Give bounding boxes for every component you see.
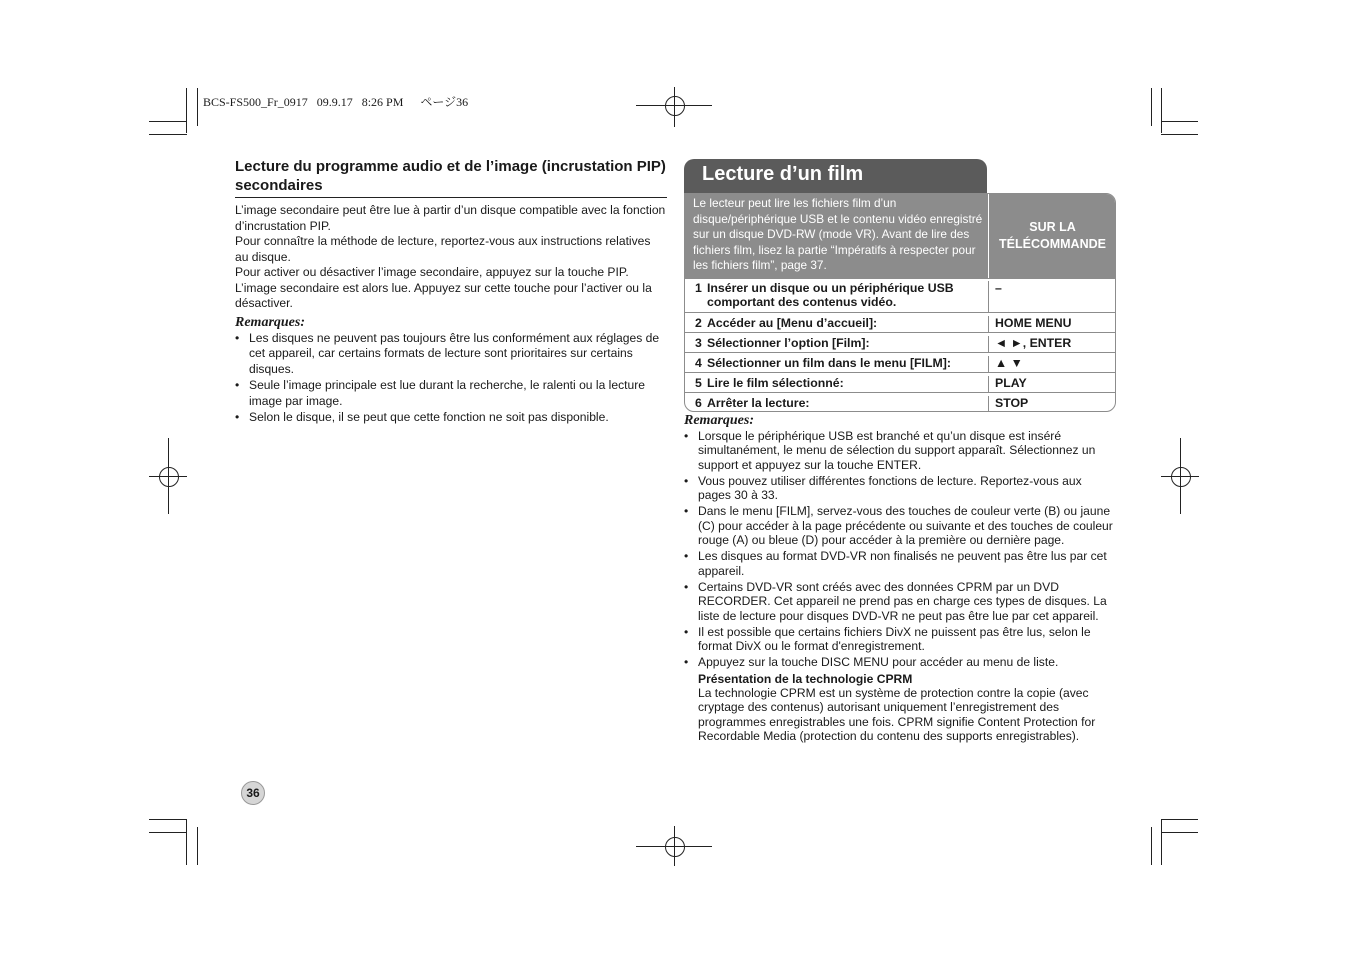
step-description: Insérer un disque ou un périphérique USB comportant des contenus vidéo. [707,281,954,309]
pip-paragraph: L’image secondaire peut être lue à partir d’un disque compatible avec la fonction d’incrustation PIP. [235,203,666,233]
step-key: STOP [988,396,1115,412]
header-date: 09.9.17 [316,95,353,109]
steps-table [685,278,1115,412]
pip-remarks-list [235,331,667,426]
header-file: BCS-FS500_Fr_0917 [203,95,308,109]
film-remark: • Dans le menu [FILM], servez-vous des touches de couleur verte (B) ou jaune (C) pour accéder à la page précédente ou suivante et des touches de couleur rouge (A) ou bleue (D) pour accéder à la première ou dernière page. [684,504,1116,547]
step-description: Sélectionner un film dans le menu [FILM]: [707,356,951,370]
pip-remark: • Selon le disque, il se peut que cette fonction ne soit pas disponible. [235,410,667,426]
step-description: Lire le film sélectionné: [707,376,844,390]
film-remark: • Vous pouvez utiliser différentes fonctions de lecture. Reportez-vous aux pages 30 à 33. [684,474,1116,503]
film-section-title: Lecture d’un film [702,163,864,185]
step-key: ◄ ►, ENTER [988,336,1115,352]
film-remarks-label: Remarques: [684,413,754,428]
film-remark: • Lorsque le périphérique USB est branché et qu’un disque est inséré simultanément, le menu de sélection du support apparaît. Sélectionnez un support et appuyez sur la touche ENTER. [684,429,1116,472]
step-description: Sélectionner l’option [Film]: [707,336,870,350]
film-steps-box [684,193,1116,412]
step-row [685,352,1115,372]
pip-paragraph: Pour activer ou désactiver l’image secondaire, appuyez sur la touche PIP. L’image secondaire est alors lue. Appuyez sur cette touche pour l’activer ou la désactiver. [235,265,652,310]
pip-remarks-label: Remarques: [235,314,305,330]
step-row [685,278,1115,312]
step-row [685,372,1115,392]
film-remark: • Les disques au format DVD-VR non finalisés ne peuvent pas être lus par cet appareil. [684,549,1116,578]
film-remark: • Appuyez sur la touche DISC MENU pour accéder au menu de liste. [684,655,1116,669]
step-number: 5 [695,376,702,390]
step-key: PLAY [988,376,1115,392]
step-number: 4 [695,356,702,370]
pip-section-body [235,203,667,312]
cprm-title: Présentation de la technologie CPRM [698,671,913,686]
step-description: Arrêter la lecture: [707,396,810,410]
step-key: – [988,281,1115,312]
step-number: 6 [695,396,702,410]
header-page-ref: ページ36 [420,95,469,109]
page-number-badge: 36 [241,781,265,805]
pip-section [235,157,667,427]
film-remarks [684,413,1116,743]
film-remark: • Il est possible que certains fichiers DivX ne puissent pas être lus, selon le format DivX ou le format d'enregistrement. [684,625,1116,654]
film-remark: • Certains DVD-VR sont créés avec des données CPRM par un DVD RECORDER. Cet appareil ne prend pas en charge ces types de disques. La liste de lecture pour disques DVD-VR ne peut pas être lue par cet appareil. [684,580,1116,623]
film-remarks-list [684,429,1116,670]
step-key: HOME MENU [988,316,1115,332]
step-row [685,332,1115,352]
cprm-body: La technologie CPRM est un système de protection contre la copie (avec cryptage des contenus) autorisant uniquement l’enregistrement des programmes enregistrables une fois. CPRM signifie Content Protection for Recordable Media (protection du contenu des supports enregistrables). [698,686,1096,743]
step-row [685,392,1115,412]
step-number: 3 [695,336,702,350]
step-row [685,312,1115,332]
pip-remark: • Seule l’image principale est lue durant la recherche, le ralenti ou la lecture image par image. [235,378,667,409]
header-time: 8:26 PM [361,95,404,109]
print-header [203,93,474,110]
remote-heading: SUR LA TÉLÉCOMMANDE [988,194,1116,278]
step-description: Accéder au [Menu d’accueil]: [707,316,878,330]
pip-paragraph: Pour connaître la méthode de lecture, reportez-vous aux instructions relatives au disque. [235,234,651,264]
step-number: 1 [695,281,702,295]
step-number: 2 [695,316,702,330]
pip-remark: • Les disques ne peuvent pas toujours être lus conformément aux réglages de cet appareil, car certains formats de lecture sont prioritaires sur certains disques. [235,331,667,378]
step-key: ▲ ▼ [988,356,1115,372]
pip-section-title: Lecture du programme audio et de l’image (incrustation PIP) secondaires [235,157,667,198]
film-intro: Le lecteur peut lire les fichiers film d’un disque/périphérique USB et le contenu vidéo enregistré sur un disque DVD-RW (mode VR). Avant de lire des fichiers film, lisez la partie “Impératifs à respecter pour les fichiers film”, page 37. [685,194,988,278]
film-title-tab [684,159,987,197]
